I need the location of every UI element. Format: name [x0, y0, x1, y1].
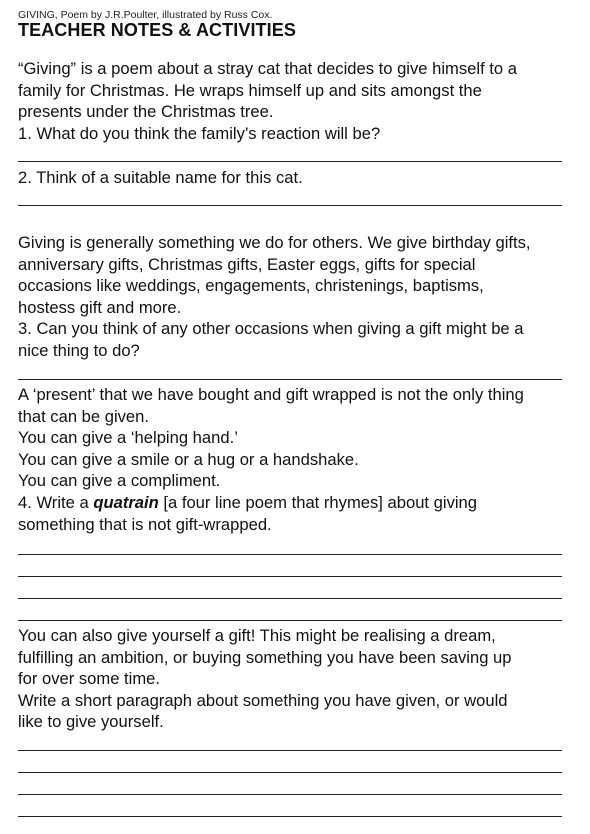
answer-line-p-1[interactable]: [18, 750, 562, 751]
q4-prefix: 4. Write a: [18, 492, 94, 512]
text-line: “Giving” is a poem about a stray cat that decides to give himself to a: [18, 59, 517, 78]
giving-paragraph: [18, 384, 578, 535]
question-3-cont: nice thing to do?: [18, 340, 140, 360]
answer-line-p-2[interactable]: [18, 772, 562, 773]
self-gift-paragraph: [18, 625, 578, 733]
quatrain-term: quatrain: [93, 492, 159, 512]
credit-line: GIVING, Poem by J.R.Poulter, illustrated by Russ Cox.: [18, 9, 273, 21]
question-2-block: [18, 167, 578, 189]
text-line: You can also give yourself a gift! This might be realising a dream,: [18, 626, 496, 645]
text-line: You can give a compliment.: [18, 471, 221, 491]
page-title: TEACHER NOTES & ACTIVITIES: [18, 20, 296, 40]
q4-suffix: [a four line poem that rhymes] about giving: [158, 492, 478, 512]
text-line: for over some time.: [18, 669, 161, 689]
text-line: presents under the Christmas tree.: [18, 102, 274, 122]
answer-line-q4-3[interactable]: [18, 598, 562, 599]
text-line: You can give a ‘helping hand.’: [18, 428, 238, 448]
occasions-paragraph: [18, 232, 578, 362]
answer-line-q1[interactable]: [18, 161, 562, 162]
question-1: 1. What do you think the family’s reaction will be?: [18, 123, 381, 143]
answer-line-p-3[interactable]: [18, 794, 562, 795]
text-line: anniversary gifts, Christmas gifts, Easter eggs, gifts for special: [18, 254, 476, 274]
intro-paragraph: [18, 58, 578, 144]
text-line: fulfilling an ambition, or buying something you have been saving up: [18, 647, 512, 667]
text-line: like to give yourself.: [18, 712, 164, 732]
answer-line-q3[interactable]: [18, 379, 562, 380]
question-3: 3. Can you think of any other occasions when giving a gift might be a: [18, 319, 524, 339]
answer-line-q4-2[interactable]: [18, 576, 562, 577]
question-2: 2. Think of a suitable name for this cat.: [18, 168, 303, 187]
text-line: hostess gift and more.: [18, 297, 182, 317]
text-line: Giving is generally something we do for others. We give birthday gifts,: [18, 233, 531, 252]
text-line: occasions like weddings, engagements, christenings, baptisms,: [18, 276, 484, 296]
question-4-cont: something that is not gift-wrapped.: [18, 514, 272, 534]
text-line: Write a short paragraph about something you have given, or would: [18, 690, 508, 710]
answer-line-q4-4[interactable]: [18, 620, 562, 621]
answer-line-q4-1[interactable]: [18, 554, 562, 555]
text-line: family for Christmas. He wraps himself up and sits amongst the: [18, 80, 482, 100]
question-4: [18, 492, 578, 514]
answer-line-p-4[interactable]: [18, 816, 562, 817]
text-line: You can give a smile or a hug or a handshake.: [18, 449, 359, 469]
answer-line-q2[interactable]: [18, 205, 562, 206]
text-line: A ‘present’ that we have bought and gift wrapped is not the only thing: [18, 385, 524, 404]
text-line: that can be given.: [18, 406, 149, 426]
